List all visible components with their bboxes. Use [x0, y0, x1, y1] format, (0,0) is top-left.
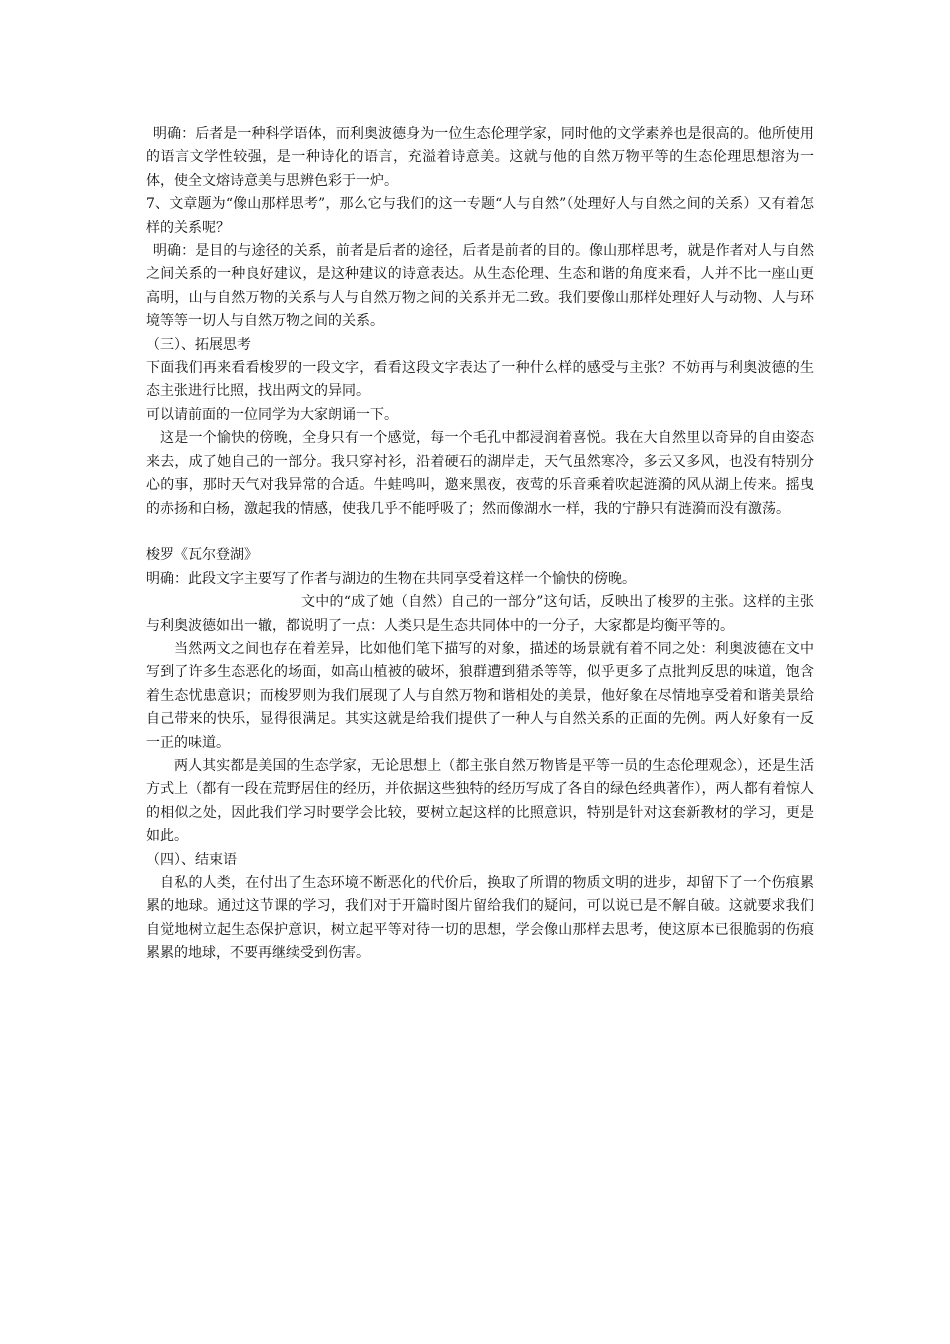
answer-paragraph-3: 明确：此段文字主要写了作者与湖边的生物在共同享受着这样一个愉快的傍晚。	[146, 570, 636, 587]
reading-instruction: 可以请前面的一位同学为大家朗诵一下。	[146, 406, 398, 423]
section-heading-4: （四）、结束语	[146, 851, 237, 868]
intro-paragraph: 下面我们再来看看梭罗的一段文字，看看这段文字表达了一种什么样的感受与主张？不妨再与利奥波德的生态主张进行比照，找出两文的异同。	[146, 360, 814, 400]
answer-paragraph-2: 明确：是目的与途径的关系，前者是后者的途径，后者是前者的目的。像山那样思考，就是作者对人与自然之间关系的一种良好建议，是这种建议的诗意表达。从生态伦理、生态和谐的角度来看，人并不比一座山更高明，山与自然万物的关系与人与自然万物之间的关系并无二致。我们要像山那样处理好人与动物、人与环境等等一切人与自然万物之间的关系。	[146, 243, 814, 330]
spacer	[146, 521, 814, 544]
analysis-paragraph-2: 当然两文之间也存在着差异，比如他们笔下描写的对象，描述的场景就有着不同之处：利奥波德在文中写到了许多生态恶化的场面，如高山植被的破坏，狼群遭到猎杀等等，似乎更多了点批判反思的味道，饱含着生态忧患意识；而梭罗则为我们展现了人与自然万物和谐相处的美景，他好象在尽情地享受着和谐美景给自己带来的快乐，显得很满足。其实这就是给我们提供了一种人与自然关系的正面的先例。两人好象有一反一正的味道。	[146, 640, 814, 751]
analysis-paragraph-3: 两人其实都是美国的生态学家，无论思想上（都主张自然万物皆是平等一员的生态伦理观念），还是生活方式上（都有一段在荒野居住的经历，并依据这些独特的经历写成了各自的绿色经典著作），两人都有着惊人的相似之处，因此我们学习时要学会比较，要树立起这样的比照意识，特别是针对这套新教材的学习，更是如此。	[146, 757, 814, 845]
quote-source: 梭罗《瓦尔登湖》	[146, 547, 258, 564]
closing-paragraph: 自私的人类，在付出了生态环境不断恶化的代价后，换取了所谓的物质文明的进步，却留下了一个伤痕累累的地球。通过这节课的学习，我们对于开篇时图片留给我们的疑问，可以说已是不解自破。这就要求我们自觉地树立起生态保护意识，树立起平等对待一切的思想，学会像山那样去思考，使这原本已很脆弱的伤痕累累的地球，不要再继续受到伤害。	[146, 874, 814, 962]
question-7: 7、文章题为“像山那样思考”，那么它与我们的这一专题“人与自然”（处理好人与自然之间的关系）又有着怎样的关系呢？	[146, 196, 814, 236]
quote-paragraph: 这是一个愉快的傍晚，全身只有一个感觉，每一个毛孔中都浸润着喜悦。我在大自然里以奇异的自由姿态来去，成了她自己的一部分。我只穿衬衫，沿着硬石的湖岸走，天气虽然寒冷，多云又多风，也没有特别分心的事，那时天气对我异常的合适。牛蛙鸣叫，邀来黑夜，夜莺的乐音乘着吹起涟漪的风从湖上传来。摇曳的赤扬和白杨，激起我的情感，使我几乎不能呼吸了；然而像湖水一样，我的宁静只有涟漪而没有激荡。	[146, 430, 814, 517]
analysis-paragraph-1: 文中的“成了她（自然）自己的一部分”这句话，反映出了梭罗的主张。这样的主张与利奥波德如出一辙，都说明了一点：人类只是生态共同体中的一分子，大家都是均衡平等的。	[146, 594, 814, 634]
section-heading-3: （三）、拓展思考	[146, 336, 251, 353]
answer-paragraph-1: 明确：后者是一种科学语体，而利奥波德身为一位生态伦理学家，同时他的文学素养也是很高的。他所使用的语言文学性较强，是一种诗化的语言，充溢着诗意美。这就与他的自然万物平等的生态伦理思想溶为一体，使全文熔诗意美与思辨色彩于一炉。	[146, 126, 814, 189]
document-body	[146, 123, 814, 966]
